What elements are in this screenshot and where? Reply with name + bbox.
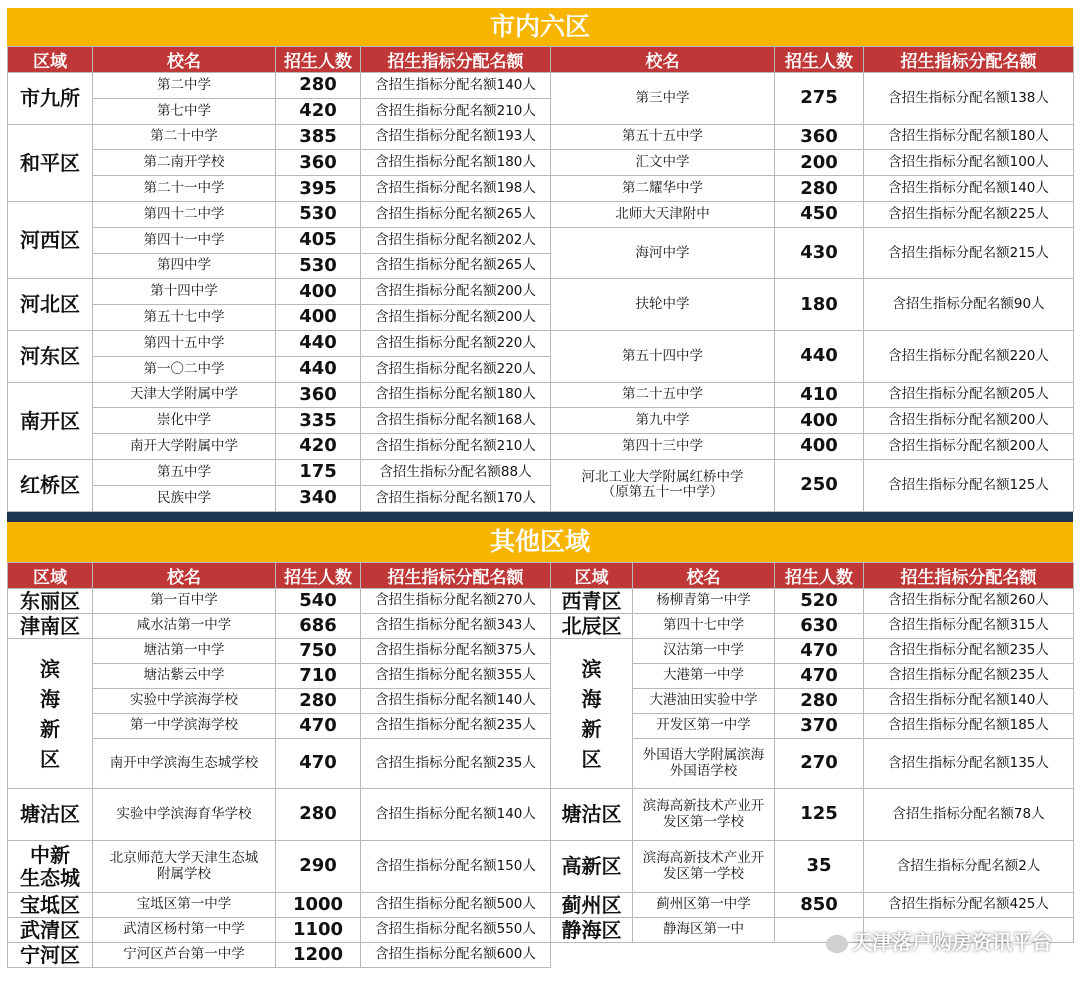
school-name: 第四中学 bbox=[93, 253, 276, 279]
school-name: 第四十二中学 bbox=[93, 201, 276, 227]
enrollment-count: 125 bbox=[775, 789, 864, 841]
district-name: 宁河区 bbox=[8, 943, 93, 968]
quota-allocation: 含招生指标分配名额138人 bbox=[864, 73, 1074, 125]
enrollment-count: 470 bbox=[775, 639, 864, 664]
school-name: 南开中学滨海生态城学校 bbox=[93, 739, 276, 789]
school-name: 民族中学 bbox=[93, 485, 276, 511]
district-name: 南开区 bbox=[8, 382, 93, 459]
quota-allocation: 含招生指标分配名额200人 bbox=[864, 408, 1074, 434]
quota-allocation: 含招生指标分配名额265人 bbox=[361, 201, 551, 227]
enrollment-count: 250 bbox=[775, 459, 864, 511]
section-title-other: 其他区域 bbox=[7, 522, 1073, 562]
district-name: 滨 海 新 区 bbox=[551, 639, 633, 789]
school-name: 第七中学 bbox=[93, 98, 276, 124]
enrollment-count: 1100 bbox=[276, 918, 361, 943]
enrollment-count: 280 bbox=[276, 689, 361, 714]
quota-allocation: 含招生指标分配名额205人 bbox=[864, 382, 1074, 408]
quota-allocation: 含招生指标分配名额210人 bbox=[361, 434, 551, 460]
enrollment-count: 340 bbox=[276, 485, 361, 511]
table-row bbox=[8, 227, 1074, 253]
school-name: 静海区第一中 bbox=[633, 918, 775, 943]
enrollment-count: 360 bbox=[276, 150, 361, 176]
table-row bbox=[8, 73, 1074, 99]
column-header: 招生人数 bbox=[775, 563, 864, 589]
column-header: 招生指标分配名额 bbox=[361, 563, 551, 589]
enrollment-count: 1200 bbox=[276, 943, 361, 968]
enrollment-count: 520 bbox=[775, 589, 864, 614]
column-header: 校名 bbox=[551, 47, 775, 73]
quota-allocation: 含招生指标分配名额355人 bbox=[361, 664, 551, 689]
school-name: 第一〇二中学 bbox=[93, 356, 276, 382]
enrollment-count: 530 bbox=[276, 253, 361, 279]
quota-allocation: 含招生指标分配名额140人 bbox=[361, 73, 551, 99]
school-name: 开发区第一中学 bbox=[633, 714, 775, 739]
column-header: 校名 bbox=[633, 563, 775, 589]
table-row bbox=[8, 434, 1074, 460]
table-row bbox=[8, 689, 1074, 714]
enrollment-count: 440 bbox=[775, 330, 864, 382]
school-name: 大港第一中学 bbox=[633, 664, 775, 689]
school-name: 杨柳青第一中学 bbox=[633, 589, 775, 614]
quota-allocation: 含招生指标分配名额90人 bbox=[864, 279, 1074, 331]
enrollment-count: 540 bbox=[276, 589, 361, 614]
enrollment-count: 335 bbox=[276, 408, 361, 434]
quota-allocation: 含招生指标分配名额315人 bbox=[864, 614, 1074, 639]
school-name: 第五中学 bbox=[93, 459, 276, 485]
quota-allocation: 含招生指标分配名额180人 bbox=[864, 124, 1074, 150]
quota-allocation: 含招生指标分配名额235人 bbox=[864, 664, 1074, 689]
school-name: 武清区杨村第一中学 bbox=[93, 918, 276, 943]
enrollment-count: 710 bbox=[276, 664, 361, 689]
enrollment-count: 180 bbox=[775, 279, 864, 331]
enrollment-count: 290 bbox=[276, 841, 361, 893]
school-name: 第二十中学 bbox=[93, 124, 276, 150]
column-header: 招生人数 bbox=[276, 563, 361, 589]
school-name: 第二耀华中学 bbox=[551, 176, 775, 202]
school-name: 宁河区芦台第一中学 bbox=[93, 943, 276, 968]
quota-allocation: 含招生指标分配名额185人 bbox=[864, 714, 1074, 739]
enrollment-count: 175 bbox=[276, 459, 361, 485]
enrollment-count: 686 bbox=[276, 614, 361, 639]
column-header: 区域 bbox=[8, 47, 93, 73]
table-row bbox=[8, 893, 1074, 918]
table-row bbox=[8, 279, 1074, 305]
school-name: 北师大天津附中 bbox=[551, 201, 775, 227]
school-name: 第一百中学 bbox=[93, 589, 276, 614]
column-header: 校名 bbox=[93, 563, 276, 589]
quota-allocation: 含招生指标分配名额150人 bbox=[361, 841, 551, 893]
school-name: 第五十七中学 bbox=[93, 305, 276, 331]
enrollment-count: 630 bbox=[775, 614, 864, 639]
school-name: 第五十四中学 bbox=[551, 330, 775, 382]
district-name: 和平区 bbox=[8, 124, 93, 201]
quota-allocation: 含招生指标分配名额210人 bbox=[361, 98, 551, 124]
district-name: 滨 海 新 区 bbox=[8, 639, 93, 789]
column-header: 招生指标分配名额 bbox=[864, 563, 1074, 589]
school-name: 第二中学 bbox=[93, 73, 276, 99]
table-row bbox=[8, 124, 1074, 150]
school-name: 第一中学滨海学校 bbox=[93, 714, 276, 739]
enrollment-count: 280 bbox=[775, 689, 864, 714]
school-name: 第四十一中学 bbox=[93, 227, 276, 253]
quota-allocation: 含招生指标分配名额500人 bbox=[361, 893, 551, 918]
school-name: 河北工业大学附属红桥中学 （原第五十一中学） bbox=[551, 459, 775, 511]
quota-allocation: 含招生指标分配名额220人 bbox=[361, 330, 551, 356]
school-name: 第九中学 bbox=[551, 408, 775, 434]
quota-allocation: 含招生指标分配名额198人 bbox=[361, 176, 551, 202]
school-name: 南开大学附属中学 bbox=[93, 434, 276, 460]
school-name: 崇化中学 bbox=[93, 408, 276, 434]
platform-watermark bbox=[826, 926, 1052, 955]
enrollment-count: 440 bbox=[276, 330, 361, 356]
enrollment-count: 275 bbox=[775, 73, 864, 125]
quota-allocation: 含招生指标分配名额235人 bbox=[361, 714, 551, 739]
enrollment-count: 370 bbox=[775, 714, 864, 739]
school-name: 第二十五中学 bbox=[551, 382, 775, 408]
district-name: 塘沽区 bbox=[551, 789, 633, 841]
enrollment-count: 450 bbox=[775, 201, 864, 227]
quota-allocation: 含招生指标分配名额140人 bbox=[864, 176, 1074, 202]
school-name: 实验中学滨海育华学校 bbox=[93, 789, 276, 841]
table-row bbox=[8, 330, 1074, 356]
quota-allocation: 含招生指标分配名额343人 bbox=[361, 614, 551, 639]
enrollment-count: 420 bbox=[276, 434, 361, 460]
enrollment-count: 530 bbox=[276, 201, 361, 227]
quota-allocation: 含招生指标分配名额88人 bbox=[361, 459, 551, 485]
school-name: 北京师范大学天津生态城 附属学校 bbox=[93, 841, 276, 893]
table-row bbox=[8, 841, 1074, 893]
enrollment-count: 270 bbox=[775, 739, 864, 789]
enrollment-count: 280 bbox=[276, 73, 361, 99]
quota-allocation: 含招生指标分配名额260人 bbox=[864, 589, 1074, 614]
district-name: 宝坻区 bbox=[8, 893, 93, 918]
school-name: 第四十三中学 bbox=[551, 434, 775, 460]
enrollment-count: 440 bbox=[276, 356, 361, 382]
table-row bbox=[8, 382, 1074, 408]
school-name: 滨海高新技术产业开 发区第一学校 bbox=[633, 789, 775, 841]
enrollment-count: 400 bbox=[276, 305, 361, 331]
district-name: 西青区 bbox=[551, 589, 633, 614]
table-row bbox=[8, 201, 1074, 227]
quota-allocation: 含招生指标分配名额425人 bbox=[864, 893, 1074, 918]
column-header: 招生指标分配名额 bbox=[864, 47, 1074, 73]
enrollment-count: 280 bbox=[775, 176, 864, 202]
quota-allocation: 含招生指标分配名额270人 bbox=[361, 589, 551, 614]
district-name: 高新区 bbox=[551, 841, 633, 893]
column-header: 区域 bbox=[551, 563, 633, 589]
quota-allocation: 含招生指标分配名额180人 bbox=[361, 150, 551, 176]
district-name: 东丽区 bbox=[8, 589, 93, 614]
enrollment-count: 420 bbox=[276, 98, 361, 124]
school-name: 海河中学 bbox=[551, 227, 775, 279]
quota-allocation: 含招生指标分配名额225人 bbox=[864, 201, 1074, 227]
other-districts-table bbox=[7, 562, 1074, 968]
quota-allocation: 含招生指标分配名额600人 bbox=[361, 943, 551, 968]
school-name: 大港油田实验中学 bbox=[633, 689, 775, 714]
enrollment-count: 470 bbox=[276, 739, 361, 789]
school-name: 宝坻区第一中学 bbox=[93, 893, 276, 918]
column-header: 校名 bbox=[93, 47, 276, 73]
district-name: 红桥区 bbox=[8, 459, 93, 511]
table-row bbox=[8, 408, 1074, 434]
table-row bbox=[8, 789, 1074, 841]
quota-allocation: 含招生指标分配名额78人 bbox=[864, 789, 1074, 841]
urban-districts-table bbox=[7, 46, 1074, 512]
quota-allocation: 含招生指标分配名额235人 bbox=[864, 639, 1074, 664]
school-name: 第二南开学校 bbox=[93, 150, 276, 176]
school-name: 实验中学滨海学校 bbox=[93, 689, 276, 714]
quota-allocation: 含招生指标分配名额375人 bbox=[361, 639, 551, 664]
quota-allocation: 含招生指标分配名额168人 bbox=[361, 408, 551, 434]
school-name: 塘沽第一中学 bbox=[93, 639, 276, 664]
table-row bbox=[8, 639, 1074, 664]
school-name: 第五十五中学 bbox=[551, 124, 775, 150]
school-name: 扶轮中学 bbox=[551, 279, 775, 331]
district-name: 市九所 bbox=[8, 73, 93, 125]
school-name: 滨海高新技术产业开 发区第一学校 bbox=[633, 841, 775, 893]
quota-allocation: 含招生指标分配名额193人 bbox=[361, 124, 551, 150]
quota-allocation: 含招生指标分配名额202人 bbox=[361, 227, 551, 253]
quota-allocation: 含招生指标分配名额220人 bbox=[361, 356, 551, 382]
quota-allocation: 含招生指标分配名额170人 bbox=[361, 485, 551, 511]
district-name: 河东区 bbox=[8, 330, 93, 382]
quota-allocation: 含招生指标分配名额200人 bbox=[864, 434, 1074, 460]
enrollment-count: 750 bbox=[276, 639, 361, 664]
district-name: 中新 生态城 bbox=[8, 841, 93, 893]
school-name: 蓟州区第一中学 bbox=[633, 893, 775, 918]
district-name: 津南区 bbox=[8, 614, 93, 639]
table-row bbox=[8, 589, 1074, 614]
quota-allocation: 含招生指标分配名额140人 bbox=[864, 689, 1074, 714]
school-name: 第二十一中学 bbox=[93, 176, 276, 202]
enrollment-count: 395 bbox=[276, 176, 361, 202]
column-header: 招生人数 bbox=[276, 47, 361, 73]
enrollment-count: 35 bbox=[775, 841, 864, 893]
school-name: 汉沽第一中学 bbox=[633, 639, 775, 664]
enrollment-count: 470 bbox=[775, 664, 864, 689]
district-name: 河西区 bbox=[8, 201, 93, 278]
district-name: 河北区 bbox=[8, 279, 93, 331]
column-header: 招生人数 bbox=[775, 47, 864, 73]
enrollment-count: 470 bbox=[276, 714, 361, 739]
wechat-icon bbox=[826, 935, 848, 953]
enrollment-count: 400 bbox=[775, 434, 864, 460]
table-row bbox=[8, 664, 1074, 689]
column-header: 区域 bbox=[8, 563, 93, 589]
enrollment-count: 200 bbox=[775, 150, 864, 176]
column-header: 招生指标分配名额 bbox=[361, 47, 551, 73]
enrollment-count: 400 bbox=[276, 279, 361, 305]
enrollment-count: 430 bbox=[775, 227, 864, 279]
quota-allocation: 含招生指标分配名额100人 bbox=[864, 150, 1074, 176]
section-title-urban: 市内六区 bbox=[7, 8, 1073, 46]
table-row bbox=[8, 614, 1074, 639]
district-name: 武清区 bbox=[8, 918, 93, 943]
quota-allocation: 含招生指标分配名额140人 bbox=[361, 689, 551, 714]
school-name: 第十四中学 bbox=[93, 279, 276, 305]
quota-allocation: 含招生指标分配名额135人 bbox=[864, 739, 1074, 789]
enrollment-count: 410 bbox=[775, 382, 864, 408]
school-name: 塘沽紫云中学 bbox=[93, 664, 276, 689]
district-name: 蓟州区 bbox=[551, 893, 633, 918]
quota-allocation: 含招生指标分配名额215人 bbox=[864, 227, 1074, 279]
enrollment-count: 405 bbox=[276, 227, 361, 253]
enrollment-count: 850 bbox=[775, 893, 864, 918]
quota-allocation: 含招生指标分配名额550人 bbox=[361, 918, 551, 943]
enrollment-count: 360 bbox=[775, 124, 864, 150]
enrollment-count: 360 bbox=[276, 382, 361, 408]
quota-allocation: 含招生指标分配名额220人 bbox=[864, 330, 1074, 382]
quota-allocation: 含招生指标分配名额2人 bbox=[864, 841, 1074, 893]
quota-allocation: 含招生指标分配名额180人 bbox=[361, 382, 551, 408]
table-row bbox=[8, 739, 1074, 789]
school-name: 汇文中学 bbox=[551, 150, 775, 176]
enrollment-count: 385 bbox=[276, 124, 361, 150]
table-row bbox=[8, 176, 1074, 202]
school-name: 第四十七中学 bbox=[633, 614, 775, 639]
table-row bbox=[8, 459, 1074, 485]
enrollment-count: 1000 bbox=[276, 893, 361, 918]
quota-allocation: 含招生指标分配名额200人 bbox=[361, 305, 551, 331]
district-name: 静海区 bbox=[551, 918, 633, 943]
quota-allocation: 含招生指标分配名额140人 bbox=[361, 789, 551, 841]
district-name: 塘沽区 bbox=[8, 789, 93, 841]
enrollment-count: 400 bbox=[775, 408, 864, 434]
section-divider bbox=[7, 512, 1073, 522]
quota-allocation: 含招生指标分配名额200人 bbox=[361, 279, 551, 305]
school-name: 天津大学附属中学 bbox=[93, 382, 276, 408]
watermark-text: 天津落户购房资讯平台 bbox=[852, 930, 1052, 954]
school-name: 外国语大学附属滨海 外国语学校 bbox=[633, 739, 775, 789]
school-name: 第四十五中学 bbox=[93, 330, 276, 356]
school-name: 第三中学 bbox=[551, 73, 775, 125]
school-name: 咸水沽第一中学 bbox=[93, 614, 276, 639]
enrollment-count: 280 bbox=[276, 789, 361, 841]
district-name: 北辰区 bbox=[551, 614, 633, 639]
quota-allocation: 含招生指标分配名额125人 bbox=[864, 459, 1074, 511]
table-row bbox=[8, 714, 1074, 739]
quota-allocation: 含招生指标分配名额265人 bbox=[361, 253, 551, 279]
table-row bbox=[8, 150, 1074, 176]
quota-allocation: 含招生指标分配名额235人 bbox=[361, 739, 551, 789]
